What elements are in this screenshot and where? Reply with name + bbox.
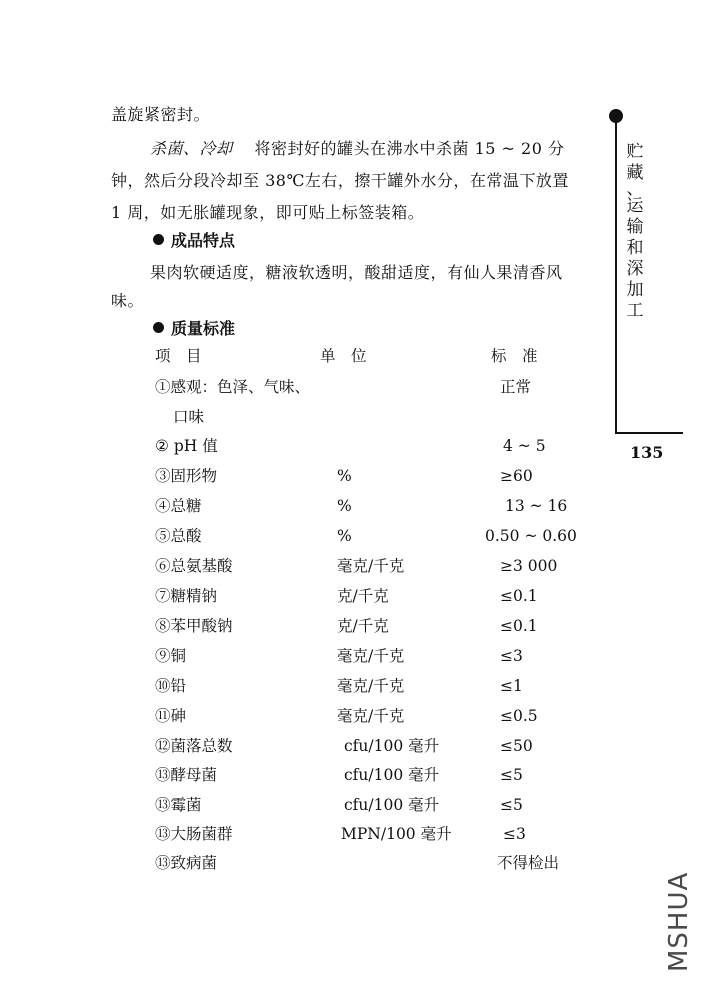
process-text: 将密封好的罐头在沸水中杀菌 15 ~ 20 分: [254, 139, 565, 158]
table-row: [155, 553, 595, 579]
body-line-1: 盖旋紧密封。: [111, 105, 211, 124]
chapter-title-char: 深: [626, 259, 644, 279]
features-text-2: 味。: [111, 291, 145, 310]
row-item: ⑩铅: [155, 677, 187, 695]
table-row: [155, 433, 595, 459]
row-item: ⑨铜: [155, 647, 187, 665]
bullet-icon: [153, 322, 164, 333]
row-standard: ≥60: [500, 467, 533, 485]
row-unit: 克/千克: [337, 617, 389, 635]
row-item: ③固形物: [155, 467, 218, 485]
row-unit: cfu/100 毫升: [344, 796, 440, 814]
row-standard: ≤0.1: [500, 587, 538, 605]
row-item: ⑬酵母菌: [155, 766, 218, 784]
row-unit: cfu/100 毫升: [344, 766, 440, 784]
row-item: ⑥总氨基酸: [155, 557, 233, 575]
chapter-title-char: 藏: [626, 163, 644, 183]
row-item: ② pH 值: [155, 437, 218, 455]
table-row: [155, 613, 595, 639]
chapter-title: [624, 142, 646, 322]
row-unit: cfu/100 毫升: [344, 737, 440, 755]
row-standard: ≤3: [500, 647, 523, 665]
row-standard: 13 ~ 16: [505, 497, 568, 515]
table-row: [155, 762, 595, 788]
page-number-rule: [615, 432, 683, 434]
row-item: ⑤总酸: [155, 527, 202, 545]
table-row: [155, 583, 595, 609]
row-standard: ≤0.1: [500, 617, 538, 635]
row-standard: 正常: [500, 378, 532, 396]
table-row: [155, 374, 595, 400]
chapter-title-char: 加: [626, 280, 644, 300]
table-row: [155, 792, 595, 818]
table-row: [155, 703, 595, 729]
column-header-item: 项 目: [155, 347, 202, 365]
row-item: ①感观：色泽、气味、: [155, 378, 311, 396]
column-header-standard: 标 准: [491, 347, 538, 365]
features-text-1: 果肉软硬适度，糖液软透明，酸甜适度，有仙人果清香风: [150, 263, 563, 282]
table-row: [155, 643, 595, 669]
table-row: [155, 733, 595, 759]
features-heading: 成品特点: [153, 230, 235, 252]
table-row: [155, 463, 595, 489]
row-standard: ≤3: [503, 825, 526, 843]
row-item: ⑧苯甲酸钠: [155, 617, 233, 635]
row-standard: ≤5: [500, 766, 523, 784]
row-item: ④总糖: [155, 497, 202, 515]
row-item: ⑬致病菌: [155, 854, 218, 872]
column-header-unit: 单 位: [320, 347, 367, 365]
quality-heading: 质量标准: [153, 318, 235, 340]
process-term: 杀菌、冷却: [150, 139, 233, 158]
body-line-3: 钟，然后分段冷却至 38℃左右，擦干罐外水分，在常温下放置: [111, 171, 569, 190]
page-number: 135: [630, 443, 664, 462]
row-item: ⑪砷: [155, 707, 187, 725]
row-unit: %: [337, 527, 352, 545]
row-item: ⑫菌落总数: [155, 737, 233, 755]
chapter-marker-line: [615, 118, 617, 432]
row-standard: 0.50 ~ 0.60: [485, 527, 577, 545]
bullet-icon: [153, 234, 164, 245]
row-item: ⑬大肠菌群: [155, 825, 233, 843]
chapter-title-char: 和: [626, 238, 644, 258]
row-unit: 毫克/千克: [337, 677, 405, 695]
row-standard: ≤0.5: [500, 707, 538, 725]
row-standard: ≥3 000: [500, 557, 558, 575]
chapter-title-char: 运: [626, 196, 644, 216]
row-unit: MPN/100 毫升: [341, 825, 452, 843]
chapter-title-char: 工: [626, 301, 644, 321]
body-line-4: 1 周，如无胀罐现象，即可贴上标签装箱。: [111, 203, 425, 222]
row-standard: 4 ~ 5: [503, 437, 546, 455]
table-row: [155, 821, 595, 847]
row-unit: %: [337, 497, 352, 515]
row-standard: ≤5: [500, 796, 523, 814]
row-unit: 毫克/千克: [337, 647, 405, 665]
chapter-title-char: 、: [626, 179, 644, 199]
chapter-title-char: 输: [626, 217, 644, 237]
row-unit: 克/千克: [337, 587, 389, 605]
table-row: [155, 523, 595, 549]
table-row: [155, 404, 595, 430]
row-unit: 毫克/千克: [337, 557, 405, 575]
row-standard: 不得检出: [497, 854, 560, 872]
table-row: [155, 493, 595, 519]
row-unit: %: [337, 467, 352, 485]
row-unit: 毫克/千克: [337, 707, 405, 725]
watermark: MSHUA: [664, 871, 694, 972]
table-row: [155, 673, 595, 699]
row-item: ⑦糖精钠: [155, 587, 218, 605]
row-standard: ≤50: [500, 737, 533, 755]
table-header: [155, 343, 595, 369]
row-item: 口味: [173, 408, 205, 426]
body-line-2: [150, 138, 565, 160]
row-standard: ≤1: [500, 677, 523, 695]
chapter-title-char: 贮: [626, 142, 644, 162]
row-item: ⑬霉菌: [155, 796, 202, 814]
table-row: [155, 850, 595, 876]
